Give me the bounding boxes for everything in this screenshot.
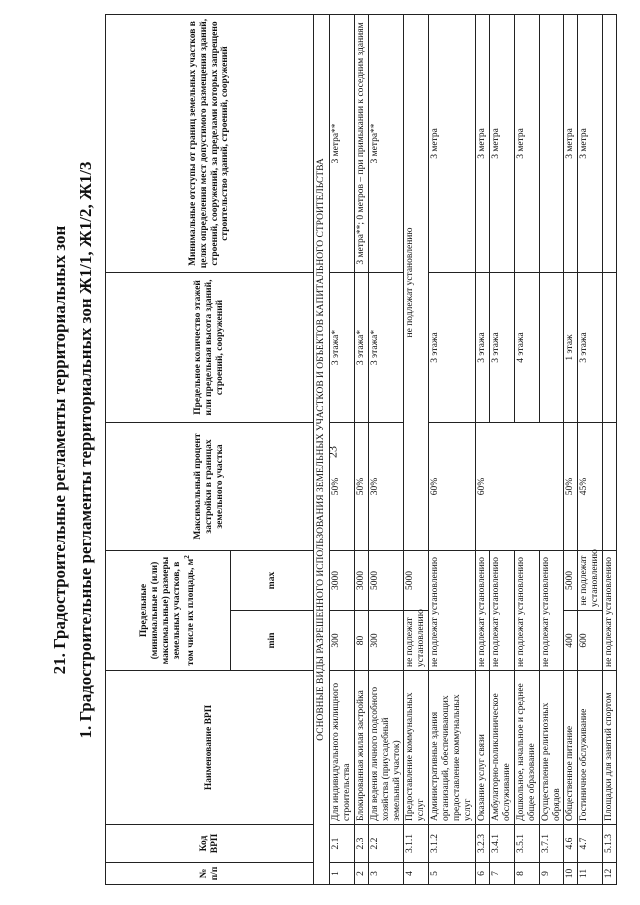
cell-code: 3.5.1: [514, 825, 539, 863]
cell-setback: 3 метра: [564, 15, 578, 273]
cell-size-merged: не подлежат установлению: [603, 551, 617, 671]
header-setback: Минимальные отступы от границ земельных участков в целях определения мест допустимого размещения зданий, строений, сооружений, за пределами которых запрещено строительство зданий, строений, сооружений: [106, 15, 314, 273]
zone-subheading: 1. Градостроительные регламенты территориальных зон Ж1/1, Ж1/2, Ж1/3: [76, 161, 95, 739]
cell-max: 3000: [354, 551, 368, 611]
cell-num: 5: [429, 863, 476, 885]
cell-code: 3.2.3: [475, 825, 489, 863]
cell-setback: 3 метра: [429, 15, 476, 273]
cell-name: Административные здания организаций, обеспечивающих предоставление коммунальных услуг: [429, 671, 476, 825]
cell-name: Дошкольное, начальное и среднее общее образование: [514, 671, 539, 825]
cell-floors: 3 этажа*: [354, 273, 368, 423]
regulations-table: [105, 14, 617, 885]
cell-setback: 3 метра: [514, 15, 539, 273]
cell-code: 2.2: [368, 825, 404, 863]
table-row: [475, 15, 489, 885]
cell-name: Для ведения личного подсобного хозяйства (приусадебный земельный участок): [368, 671, 404, 825]
cell-setback: 3 метра: [475, 15, 489, 273]
cell-code: 4.7: [578, 825, 603, 863]
cell-num: 9: [539, 863, 564, 885]
cell-max: 5000: [564, 551, 578, 611]
table-row: [603, 15, 617, 885]
cell-setback: 3 метра**: [368, 15, 404, 273]
cell-name: Общественное питание: [564, 671, 578, 825]
cell-name: Осуществление религиозных обрядов: [539, 671, 564, 825]
cell-name: Оказание услуг связи: [475, 671, 489, 825]
table-row: [578, 15, 603, 885]
cell-setback: [539, 15, 564, 273]
cell-code: 4.6: [564, 825, 578, 863]
header-percent: Максимальный процент застройки в границах земельного участка: [106, 423, 314, 551]
cell-num: 7: [489, 863, 514, 885]
cell-max: 5000: [368, 551, 404, 611]
cell-floors: [603, 273, 617, 423]
cell-percent: 50%: [564, 423, 578, 551]
cell-floors: 3 этажа: [578, 273, 603, 423]
section-heading: 21. Градостроительные регламенты территориальных зон: [50, 225, 69, 675]
header-size-sup: 2: [182, 555, 191, 559]
cell-floors: 1 этаж: [564, 273, 578, 423]
cell-percent: 30%: [368, 423, 404, 551]
cell-min: 300: [329, 611, 354, 671]
cell-code: 2.3: [354, 825, 368, 863]
cell-name: Амбулаторно-поликлиническое обслуживание: [489, 671, 514, 825]
cell-floors: 3 этажа*: [329, 273, 354, 423]
cell-num: 10: [564, 863, 578, 885]
cell-num: 11: [578, 863, 603, 885]
header-size: [106, 551, 231, 671]
cell-merged-not-set: не подлежат установлению: [404, 15, 429, 551]
cell-min: 600: [578, 611, 603, 671]
cell-floors: 3 этажа: [429, 273, 476, 423]
cell-floors: 3 этажа*: [368, 273, 404, 423]
cell-floors: 3 этажа: [475, 273, 489, 423]
cell-size-merged: не подлежат установлению: [489, 551, 514, 671]
cell-max: 5000: [404, 551, 429, 611]
table-row: [404, 15, 429, 885]
cell-num: 12: [603, 863, 617, 885]
cell-setback: 3 метра**; 0 метров – при примыкании к соседним зданиям: [354, 15, 368, 273]
cell-percent: 50%: [354, 423, 368, 551]
cell-name: Площадки для занятий спортом: [603, 671, 617, 825]
header-floors: Предельное количество этажей или предельная высота зданий, строений, сооружений: [106, 273, 314, 423]
rotated-page-content: [45, 15, 640, 885]
cell-name: Блокированная жилая застройка: [354, 671, 368, 825]
cell-num: 8: [514, 863, 539, 885]
cell-code: 3.1.2: [429, 825, 476, 863]
table-row: [329, 15, 354, 885]
cell-setback: 3 метра: [578, 15, 603, 273]
table-row: [354, 15, 368, 885]
cell-min: не подлежат установлению: [404, 611, 429, 671]
cell-min: 400: [564, 611, 578, 671]
cell-max: не подлежат установлению: [578, 551, 603, 611]
cell-num: 4: [404, 863, 429, 885]
cell-code: 3.7.1: [539, 825, 564, 863]
cell-min: 300: [368, 611, 404, 671]
cell-min: 80: [354, 611, 368, 671]
table-row: [429, 15, 476, 885]
cell-num: 1: [329, 863, 354, 885]
cell-percent: [603, 423, 617, 551]
cell-num: 6: [475, 863, 489, 885]
cell-size-merged: не подлежат установлению: [429, 551, 476, 671]
cell-floors: [539, 273, 564, 423]
cell-size-merged: не подлежат установлению: [539, 551, 564, 671]
cell-num: 2: [354, 863, 368, 885]
cell-setback: 3 метра: [489, 15, 514, 273]
section-row: ОСНОВНЫЕ ВИДЫ РАЗРЕШЕННОГО ИСПОЛЬЗОВАНИЯ ЗЕМЕЛЬНЫХ УЧАСТКОВ И ОБЪЕКТОВ КАПИТАЛЬНОГО СТРОИТЕЛЬСТВА: [314, 15, 330, 885]
header-max: max: [231, 551, 314, 611]
cell-code: 2.1: [329, 825, 354, 863]
cell-code: 5.1.3: [603, 825, 617, 863]
header-name: Наименование ВРП: [106, 671, 314, 825]
cell-size-merged: не подлежат установлению: [475, 551, 489, 671]
cell-percent: 60%: [475, 423, 563, 551]
header-size-text: Предельные (минимальные и (или) максимальные) размеры земельных участков, в том числе их площадь, м: [139, 556, 196, 666]
cell-floors: 4 этажа: [514, 273, 539, 423]
table-row: [368, 15, 404, 885]
cell-name: Для индивидуального жилищного строительства: [329, 671, 354, 825]
table-row: [564, 15, 578, 885]
header-min: min: [231, 611, 314, 671]
cell-size-merged: не подлежат установлению: [514, 551, 539, 671]
cell-code: 3.1.1: [404, 825, 429, 863]
cell-setback: 3 метра**: [329, 15, 354, 273]
cell-num: 3: [368, 863, 404, 885]
cell-percent: 50%: [329, 423, 354, 551]
cell-percent: 45%: [578, 423, 603, 551]
cell-name: Гостиничное обслуживание: [578, 671, 603, 825]
header-code: Код ВРП: [106, 825, 314, 863]
page-number: 23: [325, 446, 340, 458]
cell-max: 3000: [329, 551, 354, 611]
header-num: № п/п: [106, 863, 314, 885]
cell-percent: 60%: [429, 423, 476, 551]
cell-code: 3.4.1: [489, 825, 514, 863]
cell-floors: 3 этажа: [489, 273, 514, 423]
cell-setback: [603, 15, 617, 273]
cell-name: Предоставление коммунальных услуг: [404, 671, 429, 825]
